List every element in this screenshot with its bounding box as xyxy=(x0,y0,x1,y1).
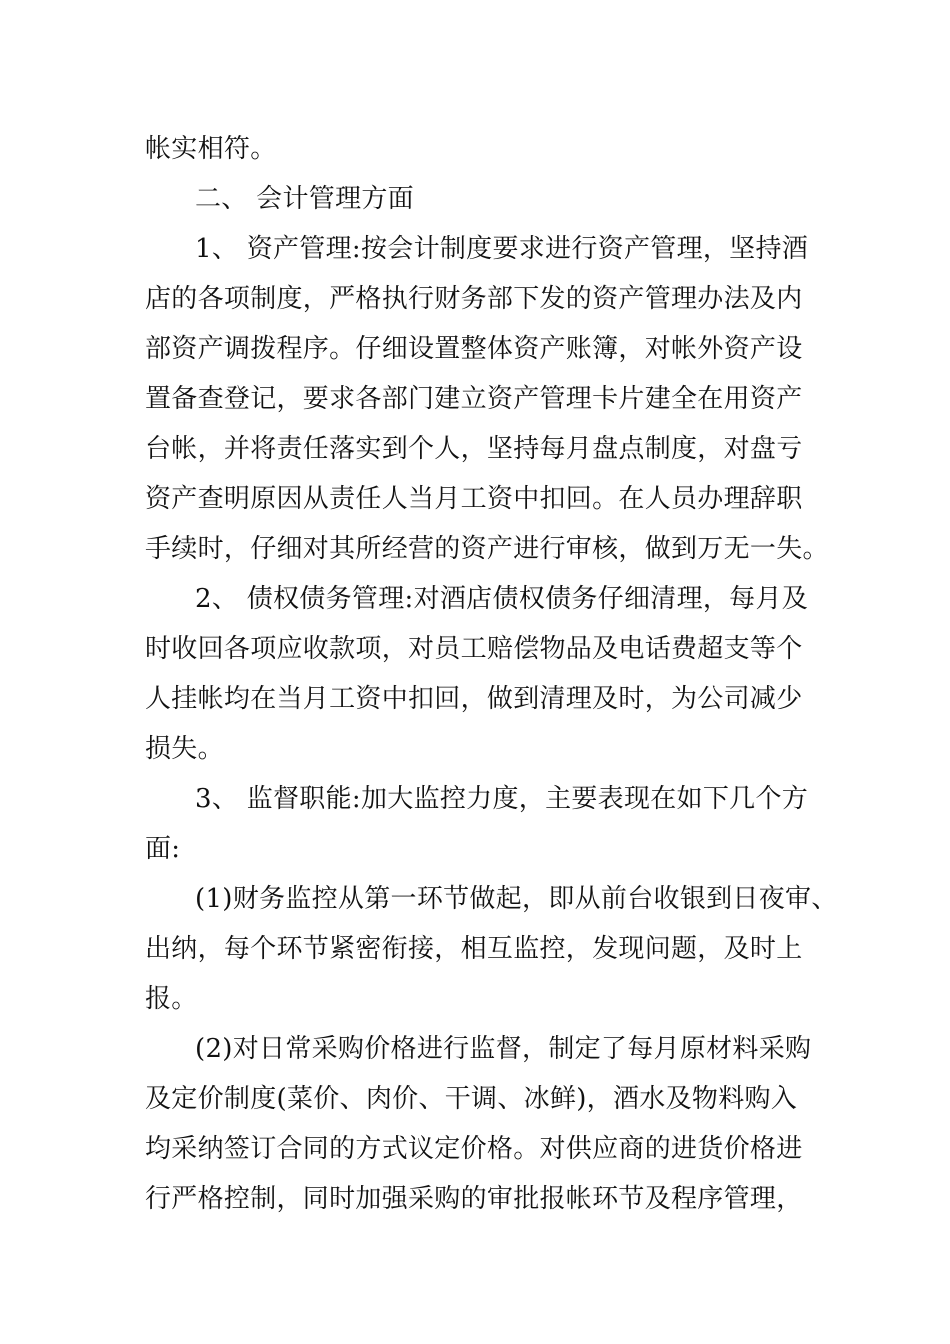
text-line: 台帐，并将责任落实到个人，坚持每月盘点制度，对盘亏 xyxy=(145,434,803,464)
text-line: 报。 xyxy=(145,984,198,1014)
text-line: 面: xyxy=(145,834,181,864)
text-line: 出纳，每个环节紧密衔接，相互监控，发现问题，及时上 xyxy=(145,934,803,964)
text-line: 1、 资产管理:按会计制度要求进行资产管理，坚持酒 xyxy=(195,234,809,264)
text-line: 及定价制度(菜价、肉价、干调、冰鲜)，酒水及物料购入 xyxy=(145,1084,798,1114)
text-line: 人挂帐均在当月工资中扣回，做到清理及时，为公司减少 xyxy=(145,684,803,714)
text-line: (1)财务监控从第一环节做起，即从前台收银到日夜审、 xyxy=(195,884,838,914)
text-line: 3、 监督职能:加大监控力度，主要表现在如下几个方 xyxy=(195,784,809,814)
text-line: (2)对日常采购价格进行监督，制定了每月原材料采购 xyxy=(195,1034,812,1064)
section-heading: 二、 会计管理方面 xyxy=(195,184,414,214)
text-line: 部资产调拨程序。仔细设置整体资产账簿，对帐外资产设 xyxy=(145,334,803,364)
text-line: 时收回各项应收款项，对员工赔偿物品及电话费超支等个 xyxy=(145,634,803,664)
text-line: 帐实相符。 xyxy=(145,134,277,164)
text-line: 手续时，仔细对其所经营的资产进行审核，做到万无一失。 xyxy=(145,534,829,564)
text-line: 2、 债权债务管理:对酒店债权债务仔细清理，每月及 xyxy=(195,584,809,614)
text-line: 均采纳签订合同的方式议定价格。对供应商的进货价格进 xyxy=(145,1134,803,1164)
text-line: 损失。 xyxy=(145,734,224,764)
text-line: 资产查明原因从责任人当月工资中扣回。在人员办理辞职 xyxy=(145,484,803,514)
text-line: 店的各项制度，严格执行财务部下发的资产管理办法及内 xyxy=(145,284,803,314)
text-line: 置备查登记，要求各部门建立资产管理卡片建全在用资产 xyxy=(145,384,803,414)
text-line: 行严格控制，同时加强采购的审批报帐环节及程序管理， xyxy=(145,1184,803,1214)
